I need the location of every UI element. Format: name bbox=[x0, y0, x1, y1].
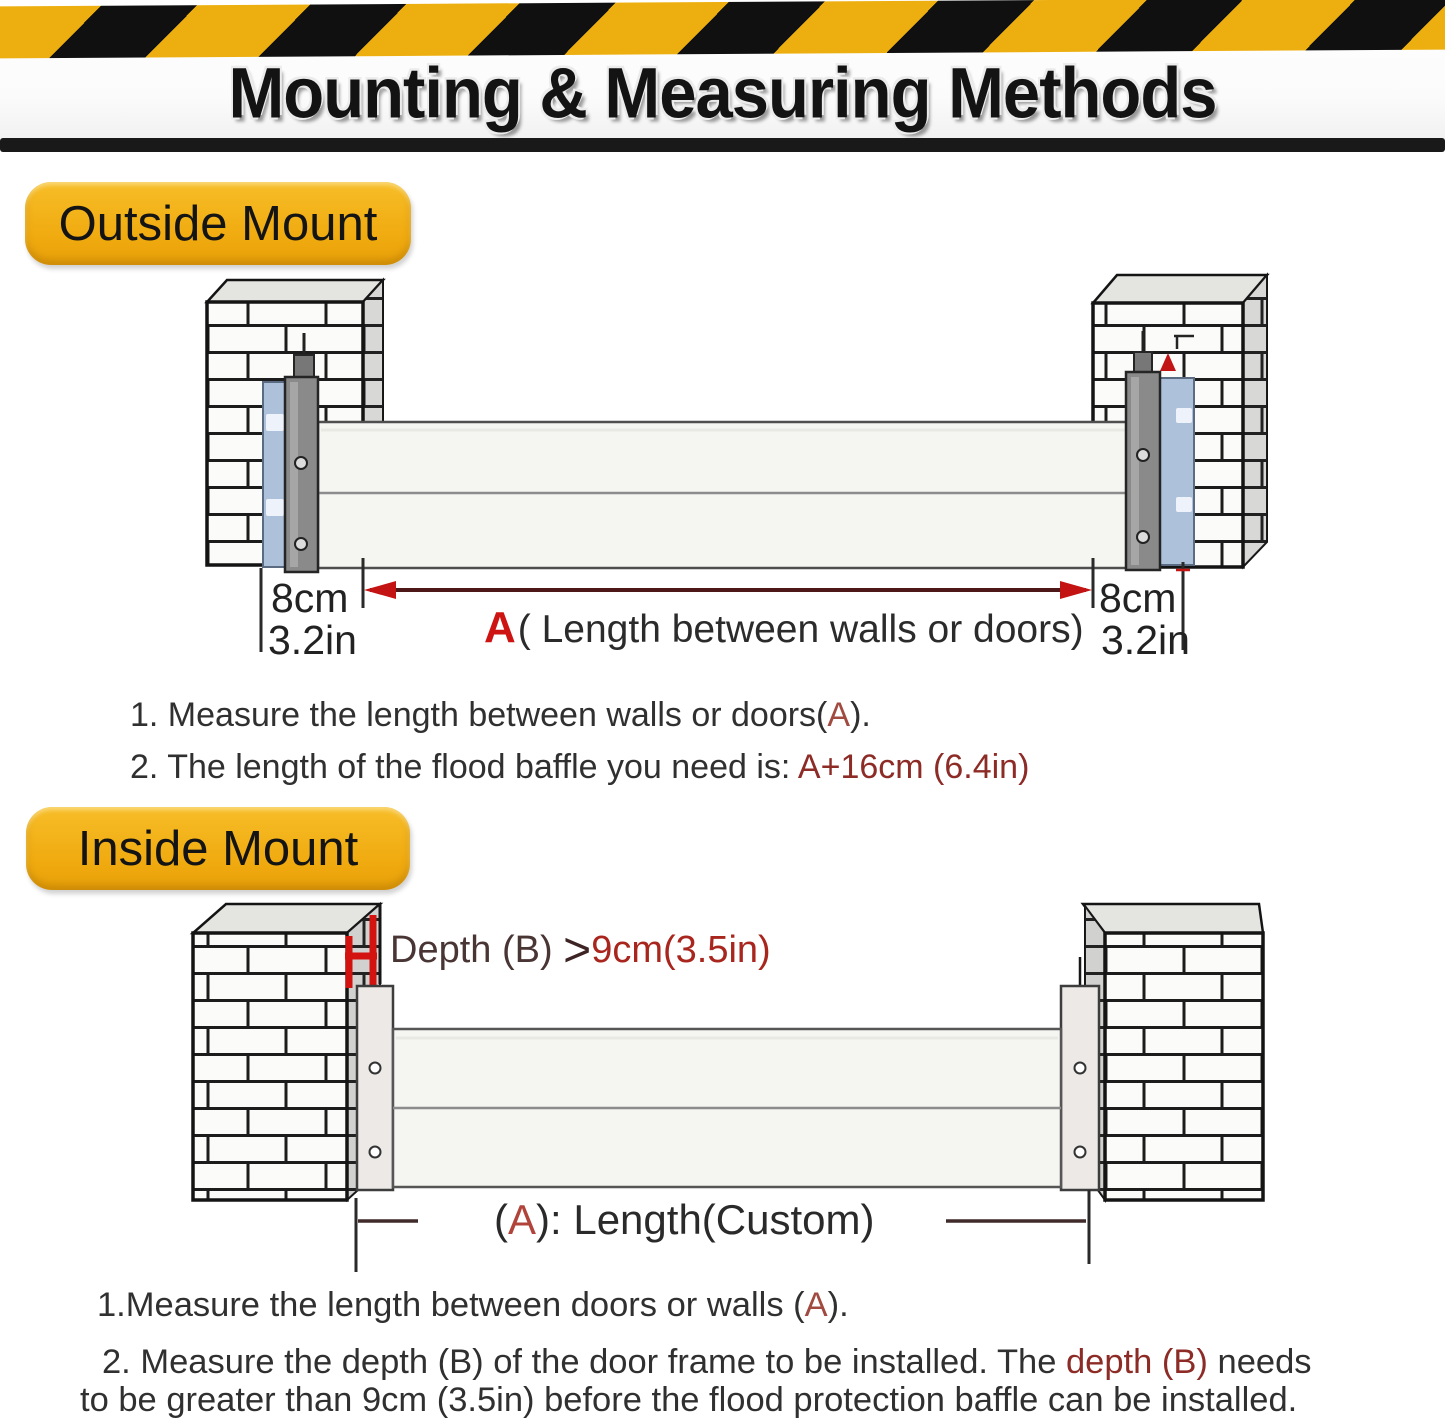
length-a-letter: A bbox=[484, 603, 516, 652]
outside-step-1-a: A bbox=[827, 696, 851, 734]
header-divider-bar bbox=[0, 138, 1445, 152]
screw-icon bbox=[1075, 1063, 1086, 1074]
outside-step-1-text: 1. Measure the length between walls or doors( bbox=[130, 696, 828, 734]
outside-step-1-tail: ). bbox=[850, 696, 871, 734]
inside-step-2-line-1 bbox=[102, 1343, 1312, 1382]
inside-step-2-depth-b: depth (B) bbox=[1066, 1343, 1208, 1381]
screw-icon bbox=[1075, 1147, 1086, 1158]
depth-b-text: Depth (B) bbox=[390, 929, 564, 971]
outside-step-2-text: 2. The length of the flood baffle you need is: bbox=[130, 748, 798, 786]
outside-step-1 bbox=[130, 696, 871, 735]
outside-flood-barrier bbox=[318, 422, 1128, 568]
length-a-label bbox=[484, 603, 1084, 653]
outside-step-2-value: A+16cm (6.4in) bbox=[797, 748, 1030, 786]
inside-step-1-tail: ). bbox=[827, 1286, 849, 1324]
page-title: Mounting & Measuring Methods bbox=[228, 53, 1217, 134]
inside-right-bracket bbox=[1061, 957, 1099, 1190]
inside-step-2-line-2-text: to be greater than 9cm (3.5in) before the flood protection baffle can be installed. bbox=[80, 1381, 1298, 1419]
inside-flood-barrier bbox=[393, 1029, 1061, 1187]
inside-mount-badge bbox=[26, 807, 410, 890]
screw-icon bbox=[1137, 531, 1149, 543]
inside-step-2-line-2 bbox=[80, 1381, 1297, 1420]
dim-right-cm: 8cm bbox=[1099, 575, 1177, 621]
inside-length-open: ( bbox=[494, 1196, 508, 1243]
outside-step-2 bbox=[130, 748, 1029, 787]
greater-than-sign: > bbox=[563, 924, 592, 977]
inside-right-wall bbox=[1083, 904, 1263, 1200]
screw-icon bbox=[1137, 449, 1149, 461]
measure-arrow bbox=[364, 581, 1092, 599]
inside-step-2-text: 2. Measure the depth (B) of the door frame to be installed. The bbox=[102, 1343, 1066, 1381]
dim-right-inch: 3.2in bbox=[1101, 617, 1190, 663]
dim-left-cm: 8cm bbox=[271, 575, 349, 621]
screw-icon bbox=[295, 538, 307, 550]
screw-icon bbox=[295, 457, 307, 469]
inside-length-text: ): Length(Custom) bbox=[536, 1196, 875, 1243]
depth-b-label bbox=[390, 923, 771, 978]
outside-mount-badge bbox=[25, 182, 411, 265]
inside-step-2-tail: needs bbox=[1207, 1343, 1312, 1381]
inside-length-a: A bbox=[508, 1196, 537, 1243]
screw-icon bbox=[370, 1147, 381, 1158]
inside-step-1 bbox=[97, 1286, 849, 1325]
depth-b-value: 9cm(3.5in) bbox=[591, 929, 771, 971]
outside-mount-label: Outside Mount bbox=[58, 196, 378, 251]
dim-left-inch: 3.2in bbox=[268, 617, 357, 663]
screw-icon bbox=[370, 1063, 381, 1074]
inside-step-1-a: A bbox=[804, 1286, 828, 1324]
length-a-text: ( Length between walls or doors) bbox=[517, 608, 1084, 651]
inside-step-1-text: 1.Measure the length between doors or walls ( bbox=[97, 1286, 805, 1324]
inside-mount-label: Inside Mount bbox=[77, 821, 359, 876]
inside-length-label bbox=[494, 1196, 874, 1244]
inside-left-bracket bbox=[357, 986, 393, 1190]
